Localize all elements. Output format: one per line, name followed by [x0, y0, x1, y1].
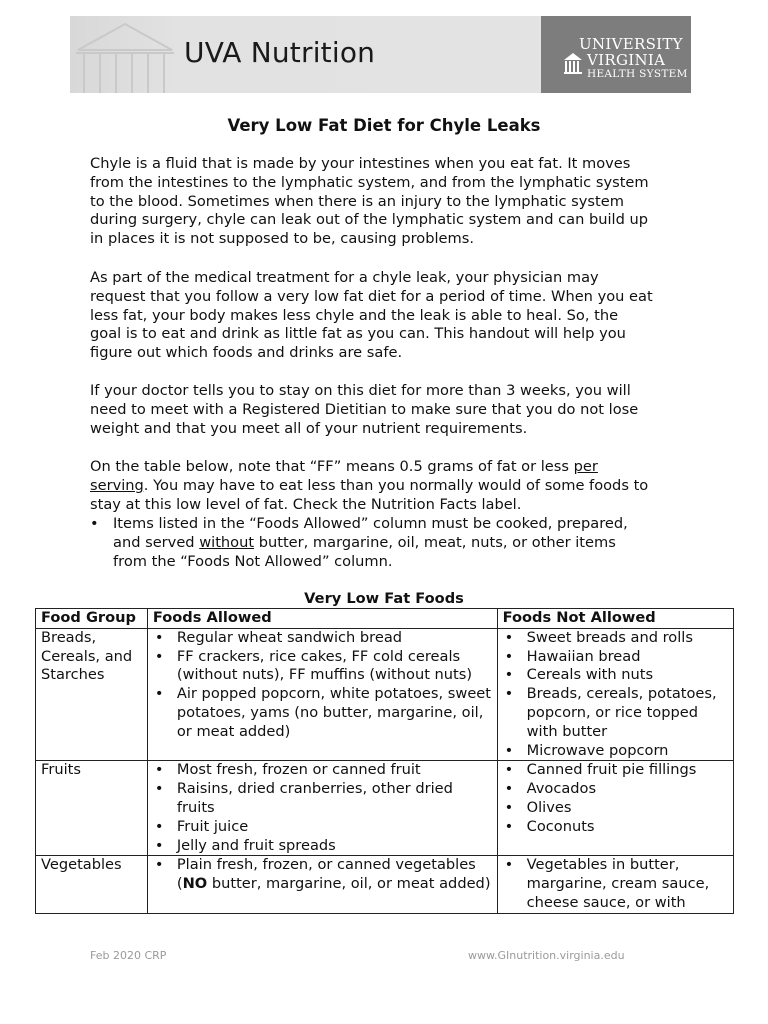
logo-text-university: UNIVERSITY: [579, 35, 683, 53]
list-item: • Jelly and fruit spreads: [153, 837, 492, 856]
table-row: [36, 761, 734, 856]
header-banner: [70, 16, 691, 93]
list-item: • Air popped popcorn, white potatoes, sweet potatoes, yams (no butter, margarine, oil, or meat added): [153, 685, 492, 741]
rotunda-watermark-icon: [70, 16, 180, 93]
table-row: [36, 628, 734, 761]
document-title: Very Low Fat Diet for Chyle Leaks: [227, 116, 541, 135]
group-cell: Breads, Cereals, and Starches: [36, 628, 148, 761]
not-allowed-cell: [497, 628, 733, 761]
list-item: • FF crackers, rice cakes, FF cold cereals (without nuts), FF muffins (without nuts): [153, 648, 492, 686]
ff-note-paragraph: On the table below, note that “FF” means 0.5 grams of fat or less per serving. You may have to eat less than you normally would of some foods to stay at this low level of fat. Check the Nutrition Facts label.: [90, 458, 649, 513]
foods-table: [35, 608, 734, 914]
list-item: • Olives: [503, 799, 728, 818]
logo-text-health-system: HEALTH SYSTEM: [587, 68, 688, 80]
intro-paragraph: Chyle is a fluid that is made by your intestines when you eat fat. It moves from the intestines to the lymphatic system, and from the lymphatic system to the blood. Sometimes when there is an injury to the lymphatic system during surgery, chyle can leak out of the lymphatic system and can build up in places it is not supposed to be, causing problems.: [90, 155, 649, 248]
rotunda-logo-icon: [563, 52, 583, 74]
not-allowed-cell: [497, 856, 733, 913]
uva-health-logo: [541, 16, 691, 93]
list-item: • Cereals with nuts: [503, 666, 728, 685]
list-item: • Vegetables in butter, margarine, cream sauce, cheese sauce, or with: [503, 856, 728, 912]
list-item: • Raisins, dried cranberries, other dried fruits: [153, 780, 492, 818]
allowed-cell: [147, 628, 497, 761]
treatment-paragraph: As part of the medical treatment for a chyle leak, your physician may request that you follow a very low fat diet for a period of time. When you eat less fat, your body makes less chyle and the leak is able to heal. So, the goal is to eat and drink as little fat as you can. This handout will help you figure out which foods and drinks are safe.: [90, 269, 653, 362]
list-item: • Microwave popcorn: [503, 742, 728, 761]
header-foods-allowed: Foods Allowed: [147, 609, 497, 629]
list-item: • Canned fruit pie fillings: [503, 761, 728, 780]
list-item: • Most fresh, frozen or canned fruit: [153, 761, 492, 780]
header-foods-not-allowed: Foods Not Allowed: [497, 609, 733, 629]
group-cell: Fruits: [36, 761, 148, 856]
list-item: • Coconuts: [503, 818, 728, 837]
logo-text-virginia: VIRGINIA: [587, 51, 666, 69]
footer-url: www.GInutrition.virginia.edu: [468, 949, 625, 962]
dietitian-paragraph: If your doctor tells you to stay on this diet for more than 3 weeks, you will need to meet with a Registered Dietitian to make sure that you do not lose weight and that you meet all of your nutrient requirements.: [90, 382, 639, 437]
footer-date: Feb 2020 CRP: [90, 949, 167, 962]
list-item: • Sweet breads and rolls: [503, 629, 728, 648]
list-item: • Fruit juice: [153, 818, 492, 837]
not-allowed-cell: [497, 761, 733, 856]
list-item: • Plain fresh, frozen, or canned vegetables (NO butter, margarine, oil, or meat added): [153, 856, 492, 894]
banner-title: UVA Nutrition: [184, 36, 376, 69]
list-item: • Breads, cereals, potatoes, popcorn, or rice topped with butter: [503, 685, 728, 741]
list-item: • Hawaiian bread: [503, 648, 728, 667]
table-row: [36, 856, 734, 913]
list-item: • Avocados: [503, 780, 728, 799]
group-cell: Vegetables: [36, 856, 148, 913]
bullet-dot: •: [90, 515, 99, 532]
list-item: • Regular wheat sandwich bread: [153, 629, 492, 648]
table-title: Very Low Fat Foods: [304, 590, 464, 607]
allowed-cell: [147, 856, 497, 913]
table-header-row: [36, 609, 734, 629]
header-food-group: Food Group: [36, 609, 148, 629]
allowed-cell: [147, 761, 497, 856]
